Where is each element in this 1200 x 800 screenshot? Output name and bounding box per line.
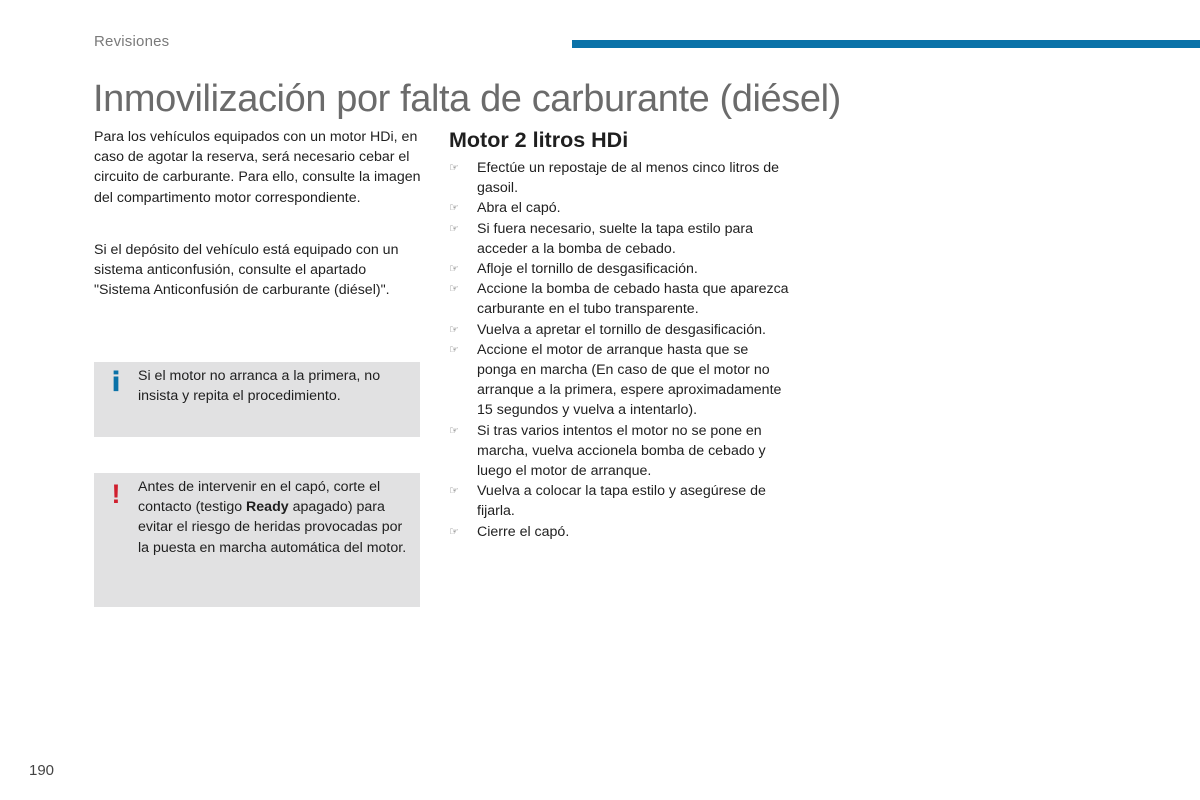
ready-indicator-label: Ready: [246, 499, 289, 516]
step-text: Si fuera necesario, suelte la tapa estilo para acceder a la bomba de cebado.: [477, 220, 754, 257]
intro-paragraph: Para los vehículos equipados con un motor HDi, en caso de agotar la reserva, será necesario cebar el circuito de carburante. Para ello, consulte la imagen del compartimento motor correspondiente.: [94, 129, 421, 206]
step-item: [449, 340, 789, 421]
step-text: Afloje el tornillo de desgasificación.: [477, 261, 698, 278]
pointing-hand-icon: ☞: [449, 524, 459, 538]
procedure-steps: [449, 158, 789, 542]
step-text: Accione la bomba de cebado hasta que aparezca carburante en el tubo transparente.: [477, 281, 789, 318]
step-item: [449, 320, 789, 340]
header-accent-bar: [572, 40, 1200, 48]
pointing-hand-icon: ☞: [449, 322, 459, 336]
pointing-hand-icon: ☞: [449, 342, 459, 356]
pointing-hand-icon: ☞: [449, 423, 459, 437]
info-text: Si el motor no arranca a la primera, no insista y repita el procedimiento.: [138, 368, 381, 405]
info-icon: i: [111, 367, 121, 398]
step-item: [449, 158, 789, 198]
info-box: [94, 362, 420, 437]
step-text: Cierre el capó.: [477, 523, 570, 540]
pointing-hand-icon: ☞: [449, 161, 459, 174]
left-column: [94, 127, 424, 300]
step-text: Vuelva a apretar el tornillo de desgasificación.: [477, 321, 766, 338]
step-item: [449, 198, 789, 218]
page-title: Inmovilización por falta de carburante (diésel): [93, 78, 841, 120]
anticonfusion-paragraph: Si el depósito del vehículo está equipado con un sistema anticonfusión, consulte el apartado "Sistema Anticonfusión de carburante (diésel)".: [94, 241, 399, 299]
pointing-hand-icon: ☞: [449, 221, 459, 235]
right-column: [449, 126, 789, 542]
step-item: [449, 219, 789, 259]
section-label: Revisiones: [94, 33, 170, 50]
step-text: Vuelva a colocar la tapa estilo y asegúrese de fijarla.: [477, 483, 766, 520]
step-item: [449, 279, 789, 319]
step-item: [449, 522, 789, 542]
warning-text-start: Antes de intervenir en el capó, corte el contacto (testigo: [138, 479, 381, 516]
step-item: [449, 259, 789, 279]
page-number: 190: [29, 762, 55, 779]
step-text: Efectúe un repostaje de al menos cinco litros de gasoil.: [477, 160, 780, 197]
warning-box: [94, 473, 420, 607]
step-text: Abra el capó.: [477, 200, 561, 217]
section-heading: Motor 2 litros HDi: [449, 128, 629, 152]
pointing-hand-icon: ☞: [449, 282, 459, 296]
warning-text: [138, 477, 410, 558]
pointing-hand-icon: ☞: [449, 201, 459, 215]
step-text: Accione el motor de arranque hasta que se ponga en marcha (En caso de que el motor no arranque a la primera, espere aproximadamente 15 segundos y vuelva a intentarlo).: [477, 341, 782, 419]
step-item: [449, 421, 789, 482]
step-text: Si tras varios intentos el motor no se pone en marcha, vuelva accionela bomba de cebado y luego el motor de arranque.: [477, 422, 766, 480]
warning-text-end: apagado) para evitar el riesgo de heridas provocadas por la puesta en marcha automática del motor.: [138, 499, 407, 556]
pointing-hand-icon: ☞: [449, 262, 459, 276]
step-item: [449, 481, 789, 521]
pointing-hand-icon: ☞: [449, 484, 459, 498]
warning-icon: !: [111, 479, 121, 509]
